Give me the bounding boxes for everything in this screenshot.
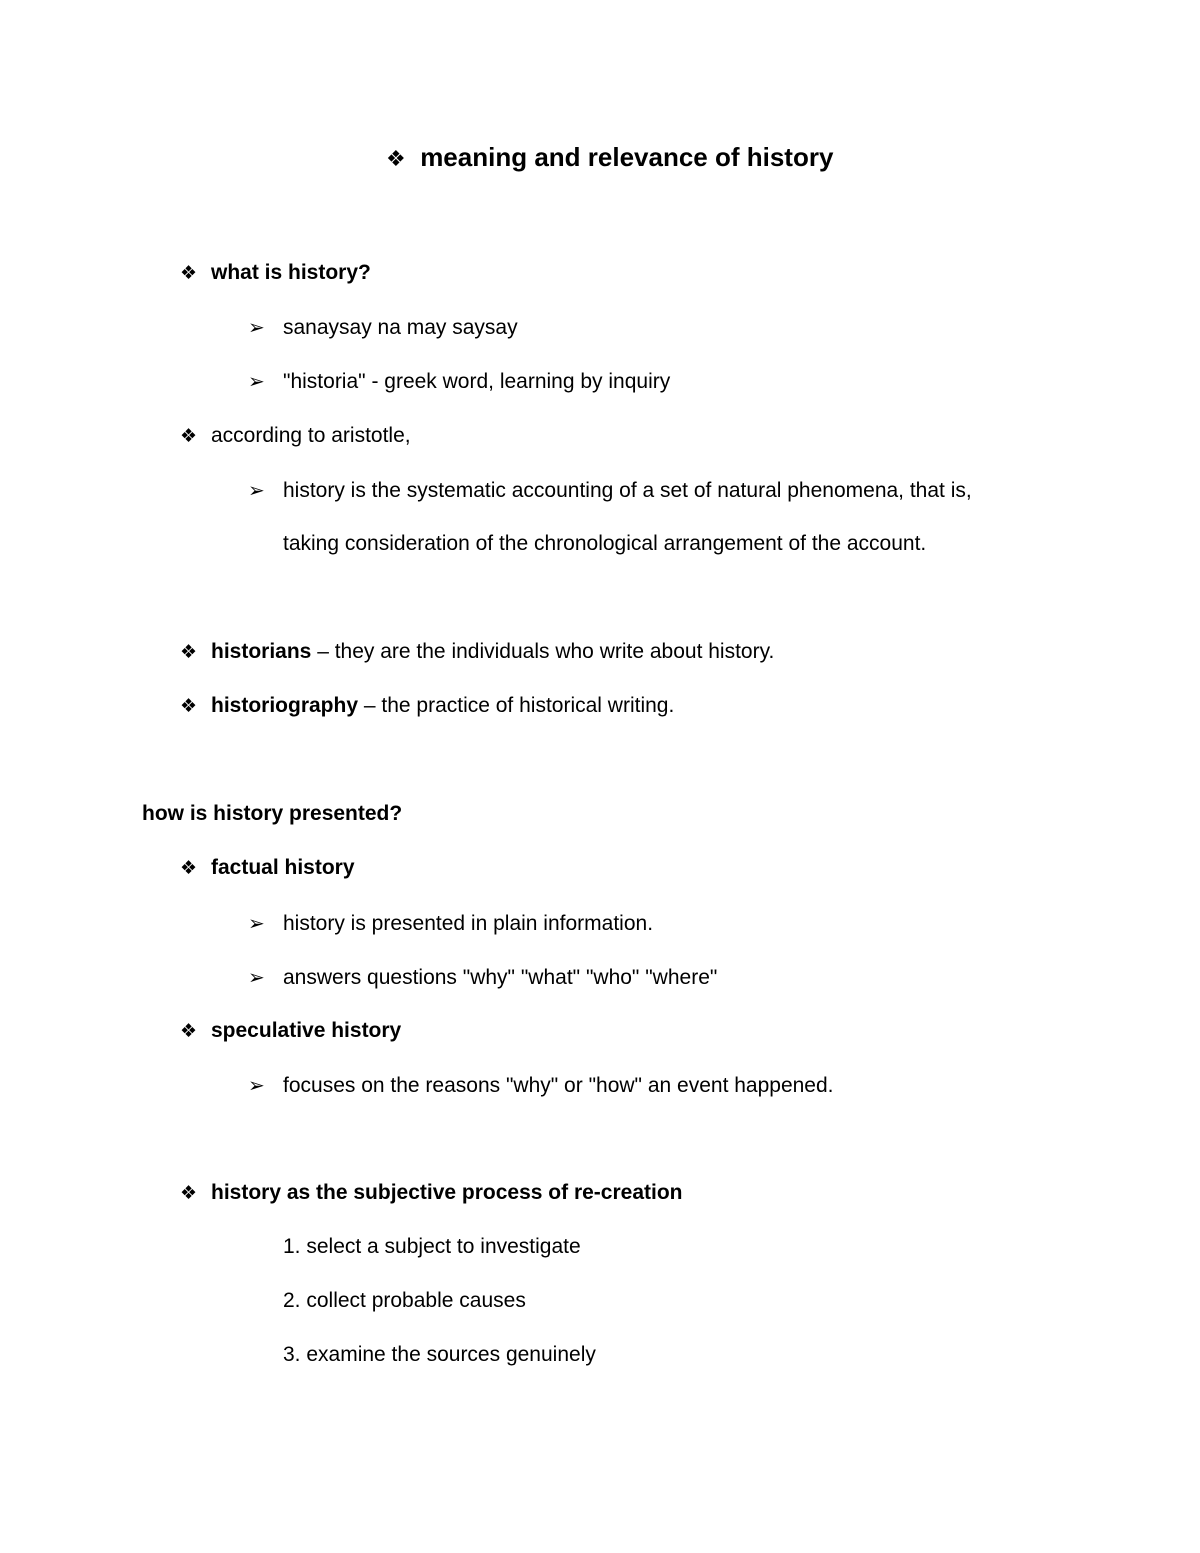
arrow-bullet-icon: ➢ [248, 965, 265, 989]
heading-text: speculative history [211, 1019, 402, 1042]
four-diamond-bullet-icon: ❖ [180, 425, 198, 447]
definition-historians [180, 638, 774, 666]
arrow-bullet-icon: ➢ [248, 911, 265, 935]
list-item [248, 367, 670, 396]
numbered-item-text: 1. select a subject to investigate [283, 1235, 581, 1258]
list-item-continuation [283, 530, 926, 558]
four-diamond-bullet-icon: ❖ [180, 262, 198, 284]
list-item-text: sanaysay na may saysay [283, 316, 518, 339]
arrow-bullet-icon: ➢ [248, 478, 265, 502]
list-item [248, 1071, 834, 1100]
list-item-text: taking consideration of the chronological arrangement of the account. [283, 532, 927, 555]
list-item-text: focuses on the reasons "why" or "how" an event happened. [283, 1074, 834, 1097]
numbered-item [283, 1233, 581, 1261]
four-diamond-bullet-icon: ❖ [180, 641, 198, 663]
title-text: meaning and relevance of history [420, 142, 834, 172]
four-diamond-bullet-icon: ❖ [180, 695, 198, 717]
heading-text: what is history? [211, 261, 371, 284]
list-item [248, 476, 972, 505]
numbered-item [283, 1287, 526, 1315]
arrow-bullet-icon: ➢ [248, 1073, 265, 1097]
four-diamond-bullet-icon: ❖ [180, 1020, 198, 1042]
four-diamond-bullet-icon: ❖ [386, 147, 406, 172]
heading-text: factual history [211, 856, 355, 879]
heading-text: history as the subjective process of re-creation [211, 1181, 683, 1204]
numbered-item-text: 2. collect probable causes [283, 1289, 526, 1312]
term: historians [211, 640, 312, 663]
list-item [248, 963, 717, 992]
heading-what-is-history [180, 259, 371, 287]
arrow-bullet-icon: ➢ [248, 369, 265, 393]
heading-recreation [180, 1179, 683, 1207]
list-item-text: history is the systematic accounting of a set of natural phenomena, that is, [283, 479, 972, 502]
four-diamond-bullet-icon: ❖ [180, 857, 198, 879]
heading-factual-history [180, 854, 355, 882]
numbered-item [283, 1341, 596, 1369]
arrow-bullet-icon: ➢ [248, 315, 265, 339]
heading-aristotle [180, 422, 411, 450]
definition: – the practice of historical writing. [358, 694, 675, 717]
list-item [248, 909, 653, 938]
heading-text: how is history presented? [142, 802, 403, 825]
list-item [248, 313, 518, 342]
heading-speculative-history [180, 1017, 401, 1045]
term: historiography [211, 694, 359, 717]
heading-how-presented [142, 800, 402, 828]
definition-historiography [180, 692, 674, 720]
list-item-text: history is presented in plain information. [283, 912, 654, 935]
definition: – they are the individuals who write about history. [311, 640, 775, 663]
heading-text: according to aristotle, [211, 424, 411, 447]
list-item-text: answers questions "why" "what" "who" "where" [283, 966, 718, 989]
four-diamond-bullet-icon: ❖ [180, 1182, 198, 1204]
list-item-text: "historia" - greek word, learning by inquiry [283, 370, 671, 393]
numbered-item-text: 3. examine the sources genuinely [283, 1343, 596, 1366]
page-title [386, 140, 833, 177]
